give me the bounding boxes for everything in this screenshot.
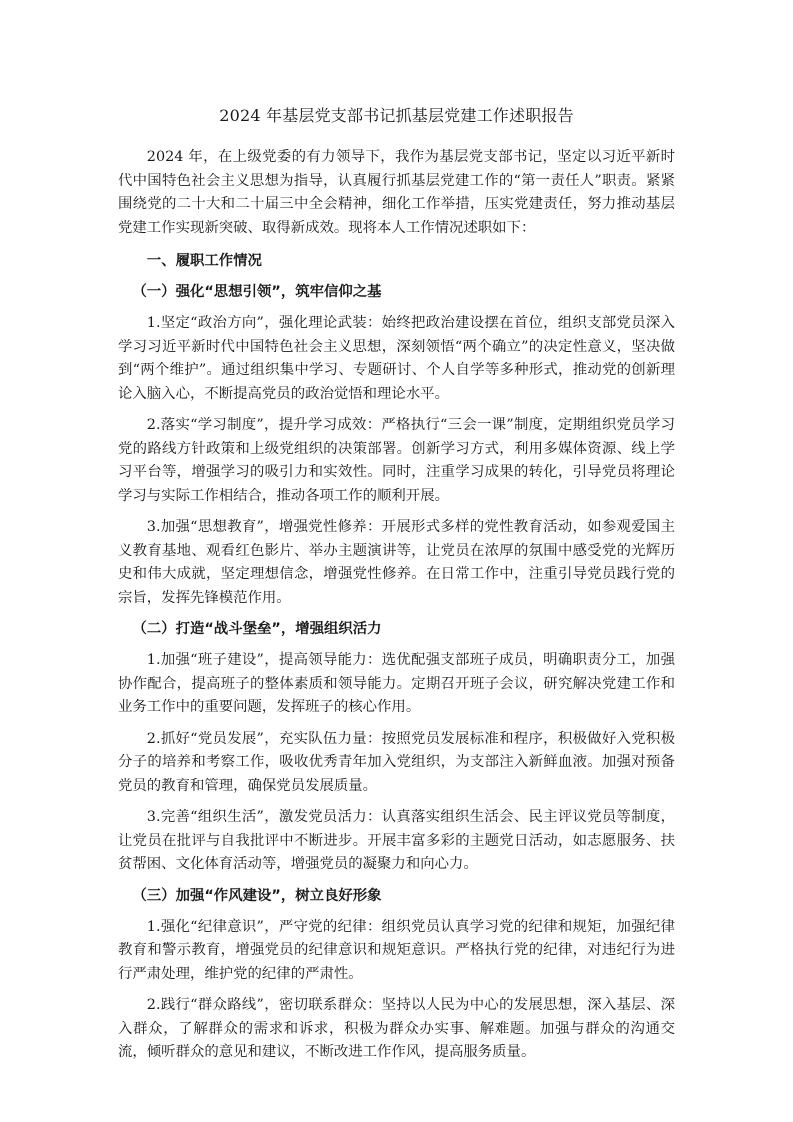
subsection-heading-1: （一）强化“思想引领”，筑牢信仰之基 <box>132 284 382 300</box>
paragraph: 3.加强“思想教育”，增强党性修养：开展形式多样的党性教育活动，如参观爱国主义教育基地、观看红色影片、举办主题演讲等，让党员在浓厚的氛围中感受党的光辉历史和伟大成就，坚定理想信念，增强党性修养。在日常工作中，注重引导党员践行党的宗旨，发挥先锋模范作用。 <box>118 519 675 606</box>
paragraph: 2.抓好“党员发展”，充实队伍力量：按照党员发展标准和程序，积极做好入党积极分子的培养和考察工作，吸收优秀青年加入党组织，为支部注入新鲜血液。加强对预备党员的教育和管理，确保党员发展质量。 <box>118 730 675 794</box>
subsection-heading-3: （三）加强“作风建设”，树立良好形象 <box>132 887 382 904</box>
paragraph: 3.完善“组织生活”，激发党员活力：认真落实组织生活会、民主评议党员等制度，让党员在批评与自我批评中不断进步。开展丰富多彩的主题党日活动，如志愿服务、扶贫帮困、文化体育活动等，增强党员的凝聚力和向心力。 <box>118 809 675 872</box>
document-page <box>118 104 675 1073</box>
paragraph: 1.加强“班子建设”，提高领导能力：选优配强支部班子成员，明确职责分工，加强协作配合，提高班子的整体素质和领导能力。定期召开班子会议，研究解决党建工作和业务工作中的重要问题，发挥班子的核心作用。 <box>118 652 675 715</box>
document-title: 2024 年基层党支部书记抓基层党建工作述职报告 <box>219 106 574 125</box>
intro-paragraph: 2024 年，在上级党委的有力领导下，我作为基层党支部书记，坚定以习近平新时代中国特色社会主义思想为指导，认真履行抓基层党建工作的“第一责任人”职责。紧紧围绕党的二十大和二十届三中全会精神，细化工作举措，压实党建责任，努力推动基层党建工作实现新突破、取得新成效。现将本人工作情况述职如下： <box>118 149 675 236</box>
paragraph: 1.坚定“政治方向”，强化理论武装：始终把政治建设摆在首位，组织支部党员深入学习习近平新时代中国特色社会主义思想，深刻领悟“两个确立”的决定性意义，坚决做到“两个维护”。通过组织集中学习、专题研讨、个人自学等多种形式，推动党的创新理论入脑入心，不断提高党员的政治觉悟和理论水平。 <box>118 315 675 402</box>
paragraph: 2.践行“群众路线”，密切联系群众：坚持以人民为中心的发展思想，深入基层、深入群众，了解群众的需求和诉求，积极为群众办实事、解难题。加强与群众的沟通交流，倾听群众的意见和建议，不断改进工作作风，提高服务质量。 <box>118 997 675 1060</box>
section-heading-1: 一、履职工作情况 <box>146 253 262 269</box>
paragraph: 1.强化“纪律意识”，严守党的纪律：组织党员认真学习党的纪律和规矩，加强纪律教育和警示教育，增强党员的纪律意识和规矩意识。严格执行党的纪律，对违纪行为进行严肃处理，维护党的纪律的严肃性。 <box>118 918 675 982</box>
subsection-heading-2: （二）打造“战斗堡垒”，增强组织活力 <box>132 621 382 637</box>
paragraph: 2.落实“学习制度”，提升学习成效：严格执行“三会一课”制度，定期组织党员学习党的路线方针政策和上级党组织的决策部署。创新学习方式，利用多媒体资源、线上学习平台等，增强学习的吸引力和实效性。同时，注重学习成果的转化，引导党员将理论学习与实际工作相结合，推动各项工作的顺利开展。 <box>118 417 675 504</box>
